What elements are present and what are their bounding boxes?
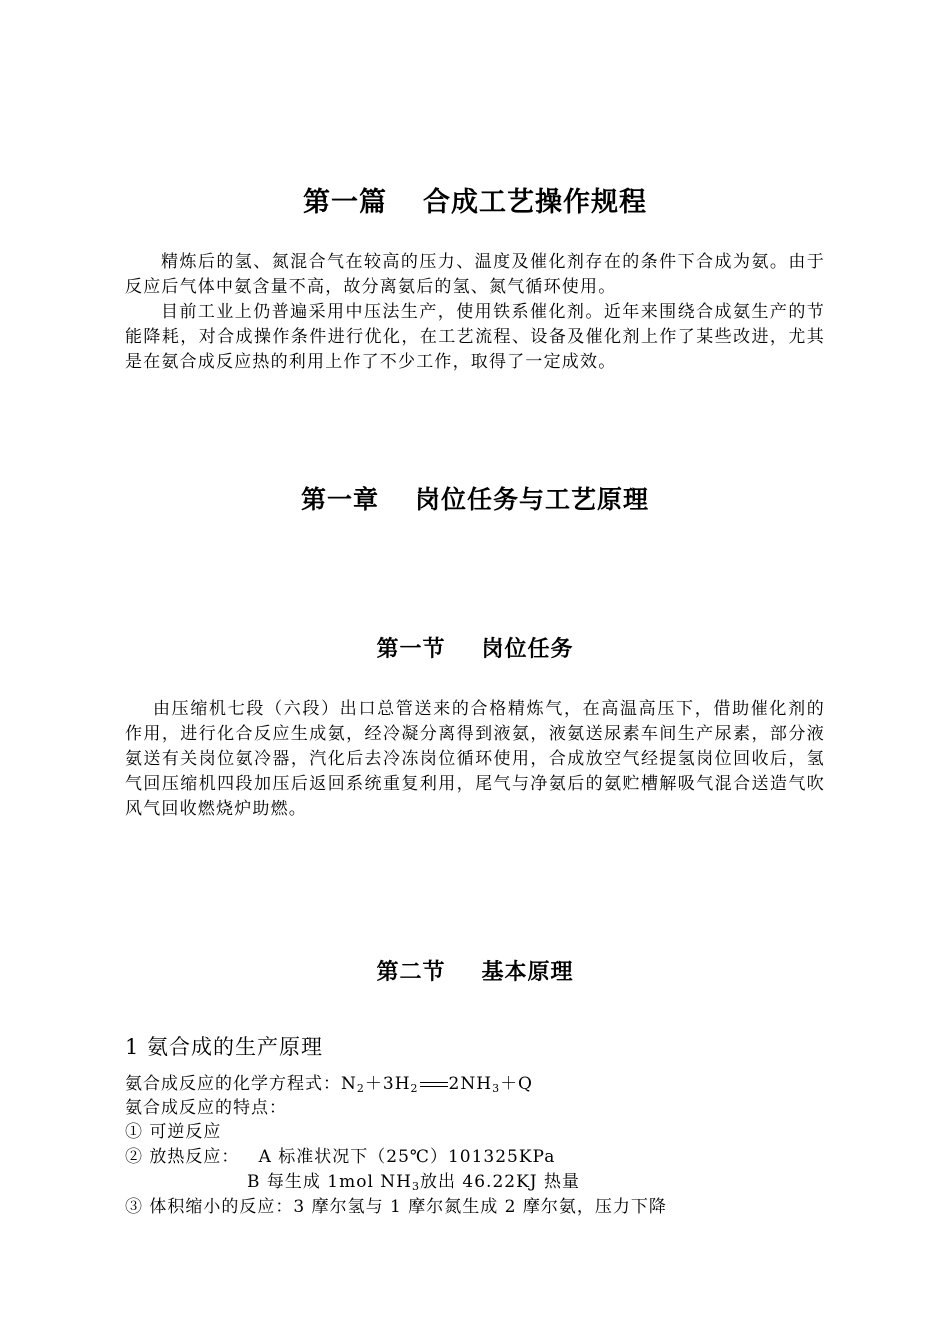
part-title: 合成工艺操作规程 [423, 187, 647, 218]
eq-2nh3: 2NH [448, 1074, 493, 1094]
part-heading [0, 180, 950, 219]
feature-2-b-pre: B 每生成 1mol NH [247, 1172, 413, 1192]
equilibrium-arrow-icon [420, 1079, 448, 1091]
eq-n2: N [341, 1074, 357, 1094]
eq-q: ＋Q [500, 1074, 533, 1094]
eq-nh3-sub: 3 [492, 1082, 501, 1095]
feature-2-label: ② 放热反应： [125, 1147, 240, 1167]
intro-paragraph-1: 精炼后的氢、氮混合气在较高的压力、温度及催化剂存在的条件下合成为氨。由于反应后气体中氨含量不高，故分离氨后的氢、氮气循环使用。 [125, 252, 825, 297]
section2-title: 基本原理 [481, 960, 574, 985]
eq-h2-sub: 2 [410, 1082, 419, 1095]
chapter-heading [0, 480, 950, 516]
section1-body [125, 697, 825, 822]
intro-paragraphs [125, 250, 825, 375]
part-number: 第一篇 [303, 187, 387, 218]
feature-3: ③ 体积缩小的反应：3 摩尔氢与 1 摩尔氮生成 2 摩尔氨，压力下降 [125, 1197, 667, 1217]
features-label: 氨合成反应的特点： [125, 1098, 287, 1118]
section1-heading [0, 632, 950, 663]
subsection-1-title: 1 氨合成的生产原理 [125, 1035, 324, 1059]
feature-2-b-sub: 3 [412, 1180, 421, 1193]
chapter-title: 岗位任务与工艺原理 [415, 485, 650, 514]
intro-paragraph-2: 目前工业上仍普遍采用中压法生产，使用铁系催化剂。近年来围绕合成氨生产的节能降耗，对合成操作条件进行优化，在工艺流程、设备及催化剂上作了某些改进，尤其是在氨合成反应热的利用上作了不少工作，取得了一定成效。 [125, 302, 825, 372]
feature-2-a: A 标准状况下（25℃）101325KPa [258, 1147, 556, 1167]
feature-2 [125, 1145, 555, 1169]
feature-2-b-post: 放出 46.22KJ 热量 [420, 1172, 581, 1192]
equation-label: 氨合成反应的化学方程式： [125, 1074, 341, 1094]
section1-paragraph: 由压缩机七段（六段）出口总管送来的合格精炼气，在高温高压下，借助催化剂的作用，进行化合反应生成氨，经冷凝分离得到液氨，液氨送尿素车间生产尿素，部分液氨送有关岗位氨冷器，汽化后去冷冻岗位循环使用，合成放空气经提氢岗位回收后，氢气回压缩机四段加压后返回系统重复利用，尾气与净氨后的氨贮槽解吸气混合送造气吹风气回收燃烧炉助燃。 [125, 699, 825, 819]
section1-title: 岗位任务 [481, 637, 574, 662]
eq-3h2: ＋3H [364, 1074, 411, 1094]
section2-number: 第二节 [376, 960, 446, 985]
eq-n2-sub: 2 [356, 1082, 365, 1095]
section1-number: 第一节 [376, 637, 446, 662]
chapter-number: 第一章 [300, 485, 379, 514]
section2-heading [0, 955, 950, 986]
feature-1: ① 可逆反应 [125, 1122, 222, 1142]
